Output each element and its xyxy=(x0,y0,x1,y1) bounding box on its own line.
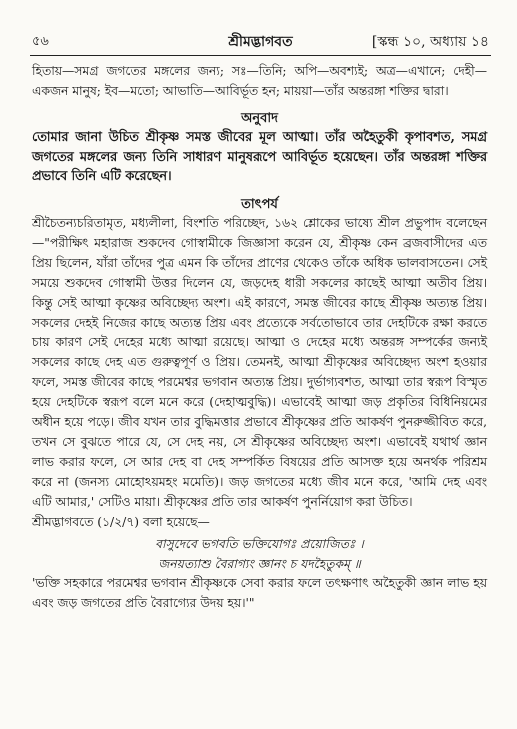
running-header xyxy=(32,30,489,52)
citation-line: শ্রীমদ্ভাগবতে (১/২/৭) বলা হয়েছে— xyxy=(32,514,210,529)
book-title: শ্রীমদ্ভাগবত xyxy=(228,34,293,50)
header-rule xyxy=(30,55,491,56)
verse-translation: 'ভক্তি সহকারে পরমেশ্বর ভগবান শ্রীকৃষ্ণকে সেবা করার ফলে তৎক্ষণাৎ অহৈতুকী জ্ঞান লাভ হয় এবং জড় জগতের প্রতি বৈরাগ্যের উদয় হয়।'" xyxy=(32,576,487,611)
synonyms-paragraph: হিতায়—সমগ্র জগতের মঙ্গলের জন্য; সঃ—তিনি; অপি—অবশ্যই; অত্র—এখানে; দেহী—একজন মানুষ; ইব—মতো; আভাতি—আবির্ভূত হন; মায়য়া—তাঁর অন্তরঙ্গা শক্তির দ্বারা। xyxy=(32,64,487,98)
page-body xyxy=(32,62,487,614)
purport-heading: তাৎপর্য xyxy=(241,196,278,212)
verse-line-2: জনয়ত্যাশু বৈরাগ্যং জ্ঞানং চ যদহৈতুকম্ ॥ xyxy=(158,557,361,572)
purport-paragraph: শ্রীচৈতন্যচরিতামৃত, মধ্যলীলা, বিংশতি পরিচ্ছেদ, ১৬২ শ্লোকের ভাষ্যে শ্রীল প্রভুপাদ বলেছেন—"পরীক্ষিৎ মহারাজ শুকদেব গোস্বামীকে জিজ্ঞাসা করেন যে, শ্রীকৃষ্ণ কেন ব্রজবাসীদের এত প্রিয় ছিলেন, যাঁরা তাঁদের পুত্র এমন কি তাঁদের প্রাণের থেকেও তাঁকে অধিক ভালবাসতেন। সেই সময়ে শুকদেব গোস্বামী উত্তর দিলেন যে, জড়দেহ ধারী সকলের কাছেই আত্মা অতীব প্রিয়। কিন্তু সেই আত্মা কৃষ্ণের অবিচ্ছেদ্য অংশ। এই কারণে, সমস্ত জীবের কাছে শ্রীকৃষ্ণ অত্যন্ত প্রিয়। সকলের দেহই নিজের কাছে অত্যন্ত প্রিয় এবং প্রত্যেকে সর্বতোভাবে তার দেহটিকে রক্ষা করতে চায় কারণ সেই দেহের মধ্যে আত্মা রয়েছে। আত্মা ও দেহের মধ্যে অন্তরঙ্গ সম্পর্কের জন্যই সকলের কাছে দেহ এত গুরুত্বপূর্ণ ও প্রিয়। তেমনই, আত্মা শ্রীকৃষ্ণের অবিচ্ছেদ্য অংশ হওয়ার ফলে, সমস্ত জীবের কাছে পরমেশ্বর ভগবান অত্যন্ত প্রিয়। দুর্ভাগ্যবশত, আত্মা তার স্বরূপ বিস্মৃত হয়ে দেহটিকে স্বরূপ বলে মনে করে (দেহাত্মবুদ্ধি)। এভাবেই আত্মা জড় প্রকৃতির বিধিনিয়মের অধীন হয়ে পড়ে। জীব যখন তার বুদ্ধিমত্তার প্রভাবে শ্রীকৃষ্ণের প্রতি আকর্ষণ পুনরুজ্জীবিত করে, তখন সে বুঝতে পারে যে, সে দেহ নয়, সে শ্রীকৃষ্ণের অবিচ্ছেদ্য অংশ। এভাবেই যথার্থ জ্ঞান লাভ করার ফলে, সে আর দেহ বা দেহ সম্পর্কিত বিষয়ের প্রতি আসক্ত হয়ে অনর্থক পরিশ্রম করে না (জনস্য মোহোঽয়মহং মমেতি)। জড় জগতের মধ্যে জীব মনে করে, 'আমি দেহ এবং এটি আমার,' সেটিও মায়া। শ্রীকৃষ্ণের প্রতি তার আকর্ষণ পুনর্নিয়োগ করা উচিত। xyxy=(32,215,487,509)
translation-heading: অনুবাদ xyxy=(241,111,278,127)
sanskrit-verse xyxy=(32,534,487,574)
page-number: ৫৬ xyxy=(32,34,49,49)
translation-paragraph: তোমার জানা উচিত শ্রীকৃষ্ণ সমস্ত জীবের মূল আত্মা। তাঁর অহৈতুকী কৃপাবশত, সমগ্র জগতের মঙ্গলের জন্য তিনি সাধারণ মানুষরূপে আবির্ভূত হয়েছেন। তাঁর অন্তরঙ্গা শক্তির প্রভাবে তিনি এটি করেছেন। xyxy=(32,130,487,185)
canto-chapter-label: [স্কন্ধ ১০, অধ্যায় ১৪ xyxy=(371,34,489,50)
verse-line-1: বাসুদেবে ভগবতি ভক্তিযোগঃ প্রয়োজিতঃ । xyxy=(155,537,364,552)
